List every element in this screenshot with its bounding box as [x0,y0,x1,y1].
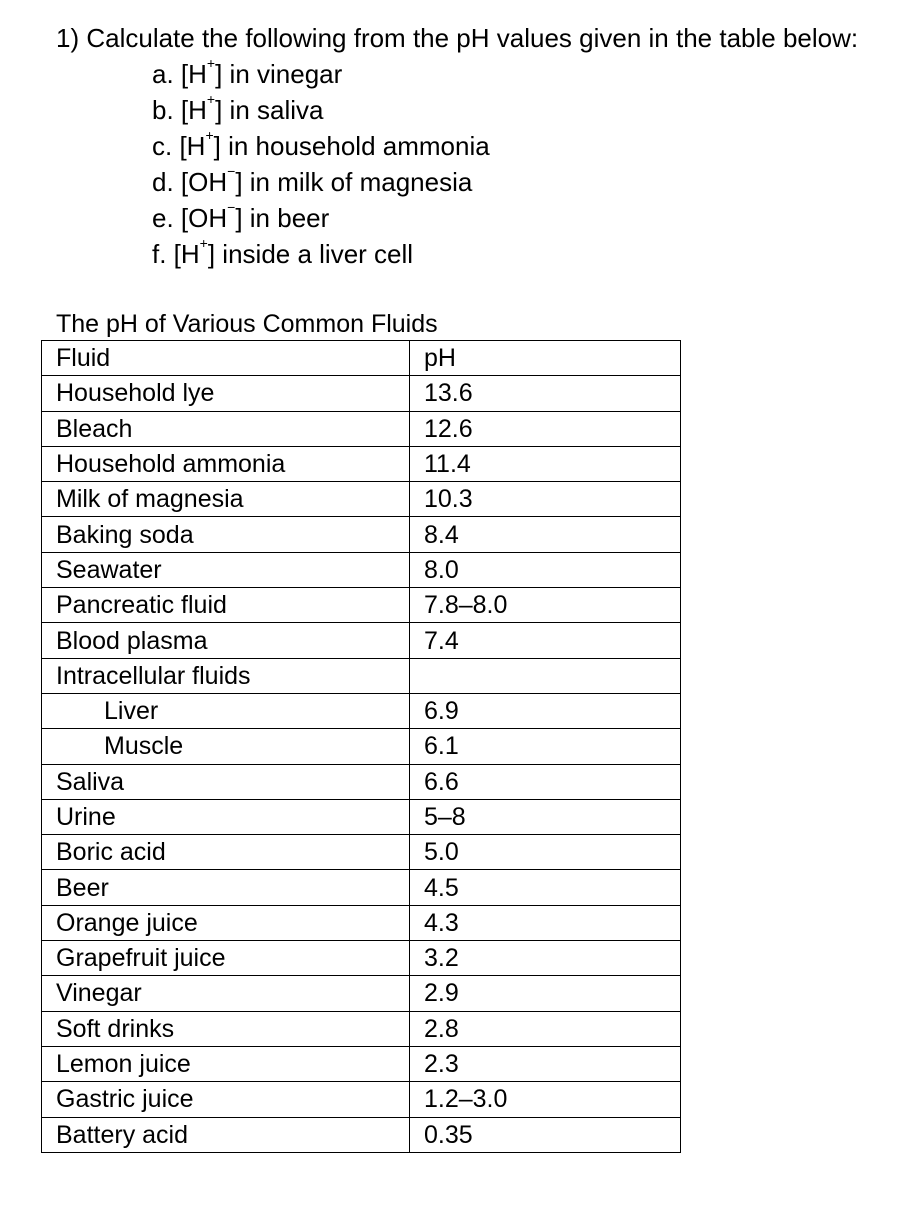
table-row [42,1046,681,1081]
ph-cell: 7.4 [410,623,681,658]
ph-cell: 1.2–3.0 [410,1082,681,1117]
table-row [42,482,681,517]
table-row [42,623,681,658]
fluid-cell: Orange juice [42,905,410,940]
fluid-cell: Saliva [42,764,410,799]
fluid-cell: Household lye [42,376,410,411]
fluid-cell: Intracellular fluids [42,658,410,693]
ph-cell: 11.4 [410,446,681,481]
table-title: The pH of Various Common Fluids [56,310,438,338]
fluid-cell: Bleach [42,411,410,446]
part-text: ] in beer [235,203,330,233]
fluid-cell: Battery acid [42,1117,410,1152]
part-text: ] in vinegar [215,59,343,89]
table-header-row [42,341,681,376]
table-row [42,799,681,834]
table-row [42,693,681,728]
part-text: c. [H [152,131,206,161]
fluid-cell: Seawater [42,552,410,587]
ph-cell [410,658,681,693]
table-row [42,1082,681,1117]
ion-charge: − [227,199,236,215]
table-row [42,376,681,411]
fluid-cell: Lemon juice [42,1046,410,1081]
table-row [42,976,681,1011]
ph-cell: 5.0 [410,835,681,870]
ion-charge: − [227,163,236,179]
header-fluid: Fluid [42,341,410,376]
ph-cell: 6.1 [410,729,681,764]
fluid-cell: Gastric juice [42,1082,410,1117]
table-row [42,411,681,446]
ph-cell: 7.8–8.0 [410,588,681,623]
table-row [42,870,681,905]
table-row [42,835,681,870]
fluid-cell: Liver [42,693,410,728]
ph-cell: 10.3 [410,482,681,517]
fluid-cell: Grapefruit juice [42,941,410,976]
question-prompt: 1) Calculate the following from the pH values given in the table below: [56,23,859,53]
ion-charge: + [206,55,216,71]
table-row [42,658,681,693]
question-part-a [152,56,490,92]
part-text: d. [OH [152,167,228,197]
ph-cell: 12.6 [410,411,681,446]
ph-cell: 8.0 [410,552,681,587]
table-row [42,1117,681,1152]
ion-charge: + [199,235,208,251]
part-text: f. [H [152,239,200,269]
fluid-cell: Urine [42,799,410,834]
ph-cell: 6.6 [410,764,681,799]
part-text: a. [H [152,59,207,89]
question-part-e [152,200,490,236]
fluid-cell: Household ammonia [42,446,410,481]
ph-cell: 0.35 [410,1117,681,1152]
table-row [42,1011,681,1046]
ph-cell: 8.4 [410,517,681,552]
header-ph: pH [410,341,681,376]
part-text: ] in saliva [215,95,324,125]
table-row [42,764,681,799]
part-text: b. [H [152,95,207,125]
ph-cell: 4.3 [410,905,681,940]
question-part-c [152,128,490,164]
ph-cell: 5–8 [410,799,681,834]
part-text: ] inside a liver cell [207,239,414,269]
question-part-b [152,92,490,128]
table-row [42,446,681,481]
fluid-cell: Milk of magnesia [42,482,410,517]
fluid-cell: Boric acid [42,835,410,870]
question-part-d [152,164,490,200]
table-row [42,552,681,587]
fluid-cell: Muscle [42,729,410,764]
table-row [42,729,681,764]
part-text: ] in milk of magnesia [235,167,473,197]
ph-cell: 2.8 [410,1011,681,1046]
fluid-cell: Pancreatic fluid [42,588,410,623]
part-text: ] in household ammonia [213,131,490,161]
fluid-cell: Soft drinks [42,1011,410,1046]
ph-cell: 4.5 [410,870,681,905]
fluid-cell: Vinegar [42,976,410,1011]
ion-charge: + [205,127,214,143]
ph-cell: 3.2 [410,941,681,976]
question-part-f [152,236,490,272]
ph-cell: 13.6 [410,376,681,411]
ion-charge: + [206,91,216,107]
question-parts-list [152,56,490,272]
part-text: e. [OH [152,203,228,233]
fluid-cell: Baking soda [42,517,410,552]
ph-cell: 6.9 [410,693,681,728]
ph-table [41,340,681,1153]
fluid-cell: Beer [42,870,410,905]
table-row [42,905,681,940]
table-row [42,517,681,552]
table-row [42,941,681,976]
ph-cell: 2.3 [410,1046,681,1081]
table-row [42,588,681,623]
ph-cell: 2.9 [410,976,681,1011]
fluid-cell: Blood plasma [42,623,410,658]
